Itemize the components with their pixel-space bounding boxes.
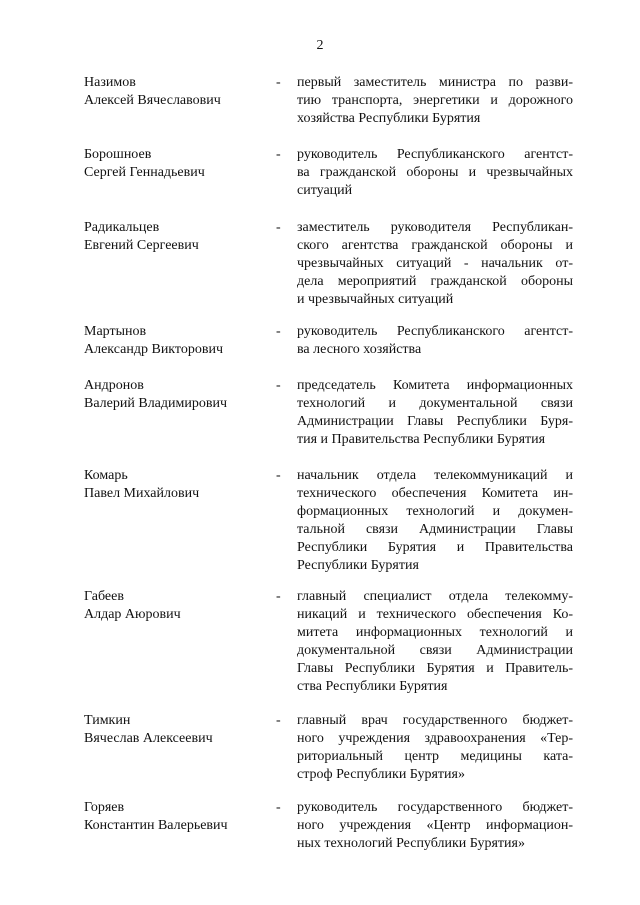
description-line: Главы Республики Бурятия и Правитель- <box>297 661 573 676</box>
surname: Радикальцев <box>84 220 160 235</box>
dash-separator: - <box>276 800 281 815</box>
given-names: Сергей Геннадьевич <box>84 165 205 180</box>
person-name <box>84 799 269 835</box>
description-line: формационных технологий и докумен- <box>297 504 573 519</box>
position-description <box>297 588 573 696</box>
description-line: тальной связи Администрации Главы <box>297 522 573 537</box>
list-item <box>0 377 640 467</box>
description-line: Республики Бурятия и Правительства <box>297 540 573 555</box>
surname: Назимов <box>84 75 136 90</box>
given-names: Константин Валерьевич <box>84 818 228 833</box>
description-line: тия и Правительства Республики Бурятия <box>297 432 546 447</box>
description-line: ского агентства гражданской обороны и <box>297 238 573 253</box>
position-description <box>297 219 573 309</box>
description-line: строф Республики Бурятия» <box>297 767 465 782</box>
description-line: главный врач государственного бюджет- <box>297 713 573 728</box>
given-names: Алексей Вячеславович <box>84 93 221 108</box>
list-item <box>0 467 640 588</box>
description-line: главный специалист отдела телекомму- <box>297 589 573 604</box>
list-item <box>0 323 640 377</box>
description-line: ных технологий Республики Бурятия» <box>297 836 525 851</box>
description-line: председатель Комитета информационных <box>297 378 573 393</box>
person-name <box>84 588 269 624</box>
person-name <box>84 323 269 359</box>
description-line: ва лесного хозяйства <box>297 342 422 357</box>
description-line: тию транспорта, энергетики и дорожного <box>297 93 573 108</box>
dash-separator: - <box>276 75 281 90</box>
description-line: Республики Бурятия <box>297 558 419 573</box>
member-list <box>0 74 640 853</box>
position-description <box>297 799 573 853</box>
person-name <box>84 467 269 503</box>
person-name <box>84 219 269 255</box>
dash-separator: - <box>276 220 281 235</box>
given-names: Алдар Аюрович <box>84 607 181 622</box>
description-line: никаций и технического обеспечения Ко- <box>297 607 573 622</box>
description-line: ситуаций <box>297 183 353 198</box>
person-name <box>84 74 269 110</box>
dash-separator: - <box>276 713 281 728</box>
dash-separator: - <box>276 324 281 339</box>
description-line: ного учреждения здравоохранения «Тер- <box>297 731 573 746</box>
description-line: и чрезвычайных ситуаций <box>297 292 454 307</box>
description-line: заместитель руководителя Республикан- <box>297 220 573 235</box>
list-item <box>0 712 640 799</box>
surname: Горяев <box>84 800 125 815</box>
description-line: дела мероприятий гражданской обороны <box>297 274 573 289</box>
dash-separator: - <box>276 378 281 393</box>
description-line: первый заместитель министра по разви- <box>297 75 573 90</box>
dash-separator: - <box>276 589 281 604</box>
position-description <box>297 377 573 449</box>
description-line: ства Республики Бурятия <box>297 679 448 694</box>
given-names: Александр Викторович <box>84 342 224 357</box>
position-description <box>297 712 573 784</box>
dash-separator: - <box>276 468 281 483</box>
description-line: документальной связи Администрации <box>297 643 573 658</box>
position-description <box>297 74 573 128</box>
surname: Габеев <box>84 589 124 604</box>
list-item <box>0 74 640 146</box>
position-description <box>297 467 573 575</box>
list-item <box>0 146 640 219</box>
surname: Андронов <box>84 378 144 393</box>
surname: Комарь <box>84 468 128 483</box>
position-description <box>297 323 573 359</box>
list-item <box>0 219 640 323</box>
description-line: руководитель государственного бюджет- <box>297 800 573 815</box>
description-line: руководитель Республиканского агентст- <box>297 147 573 162</box>
person-name <box>84 377 269 413</box>
surname: Борошноев <box>84 147 152 162</box>
description-line: чрезвычайных ситуаций - начальник от- <box>297 256 573 271</box>
list-item <box>0 799 640 853</box>
description-line: ва гражданской обороны и чрезвычайных <box>297 165 573 180</box>
list-item <box>0 588 640 712</box>
description-line: технического обеспечения Комитета ин- <box>297 486 573 501</box>
description-line: Администрации Главы Республики Буря- <box>297 414 573 429</box>
description-line: митета информационных технологий и <box>297 625 573 640</box>
description-line: хозяйства Республики Бурятия <box>297 111 481 126</box>
description-line: начальник отдела телекоммуникаций и <box>297 468 573 483</box>
page-number: 2 <box>316 38 324 53</box>
person-name <box>84 712 269 748</box>
given-names: Вячеслав Алексеевич <box>84 731 213 746</box>
given-names: Павел Михайлович <box>84 486 200 501</box>
surname: Тимкин <box>84 713 131 728</box>
given-names: Евгений Сергеевич <box>84 238 199 253</box>
description-line: ного учреждения «Центр информацион- <box>297 818 573 833</box>
description-line: технологий и документальной связи <box>297 396 573 411</box>
surname: Мартынов <box>84 324 147 339</box>
given-names: Валерий Владимирович <box>84 396 228 411</box>
dash-separator: - <box>276 147 281 162</box>
position-description <box>297 146 573 200</box>
description-line: риториальный центр медицины ката- <box>297 749 573 764</box>
person-name <box>84 146 269 182</box>
description-line: руководитель Республиканского агентст- <box>297 324 573 339</box>
